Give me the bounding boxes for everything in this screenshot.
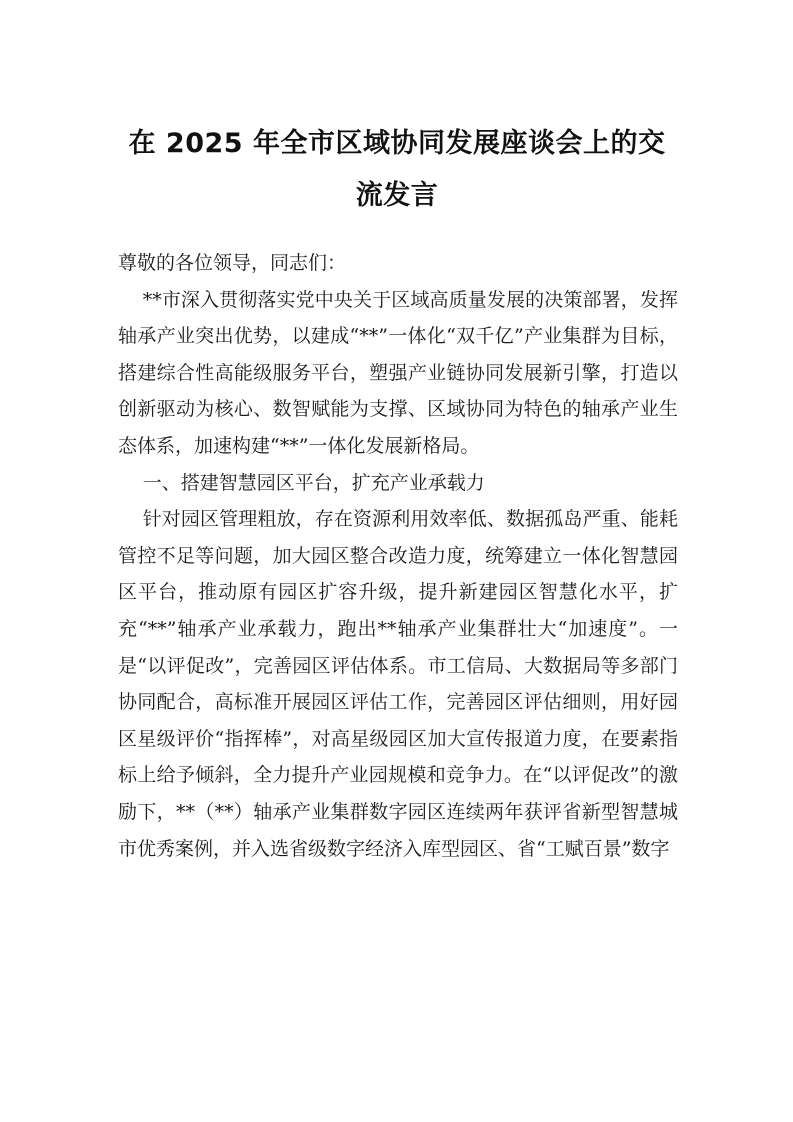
title-line-2: 流发言 <box>355 180 439 211</box>
paragraph-section-1: 针对园区管理粗放，存在资源利用效率低、数据孤岛严重、能耗管控不足等问题，加大园区整合改造力度，统筹建立一体化智慧园区平台，推动原有园区扩容升级，提升新建园区智慧化水平，扩充“**”轴承产业承载力，跑出**轴承产业集群壮大“加速度”。一是“以评促改”，完善园区评估体系。市工信局、大数据局等多部门协同配合，高标准开展园区评估工作，完善园区评估细则，用好园区星级评价“指挥棒”，对高星级园区加大宣传报道力度，在要素指标上给予倾斜，全力提升产业园规模和竞争力。在“以评促改”的激励下，**（**）轴承产业集群数字园区连续两年获评省新型智慧城市优秀案例，并入选省级数字经济入库型园区、省“工赋百景”数字 <box>118 508 678 860</box>
title-line-1: 在 2025 年全市区域协同发展座谈会上的交 <box>128 128 666 159</box>
paragraph-intro: **市深入贯彻落实党中央关于区域高质量发展的决策部署，发挥轴承产业突出优势，以建成“**”一体化“双千亿”产业集群为目标，搭建综合性高能级服务平台，塑强产业链协同发展新引擎，打造以创新驱动为核心、数智赋能为支撑、区域协同为特色的轴承产业生态体系，加速构建“**”一体化发展新格局。 <box>118 288 678 457</box>
document-body <box>118 245 678 867</box>
salutation: 尊敬的各位领导，同志们： <box>118 252 347 274</box>
section-heading-1: 一、搭建智慧园区平台，扩充产业承载力 <box>142 471 485 494</box>
document-title <box>116 118 678 222</box>
